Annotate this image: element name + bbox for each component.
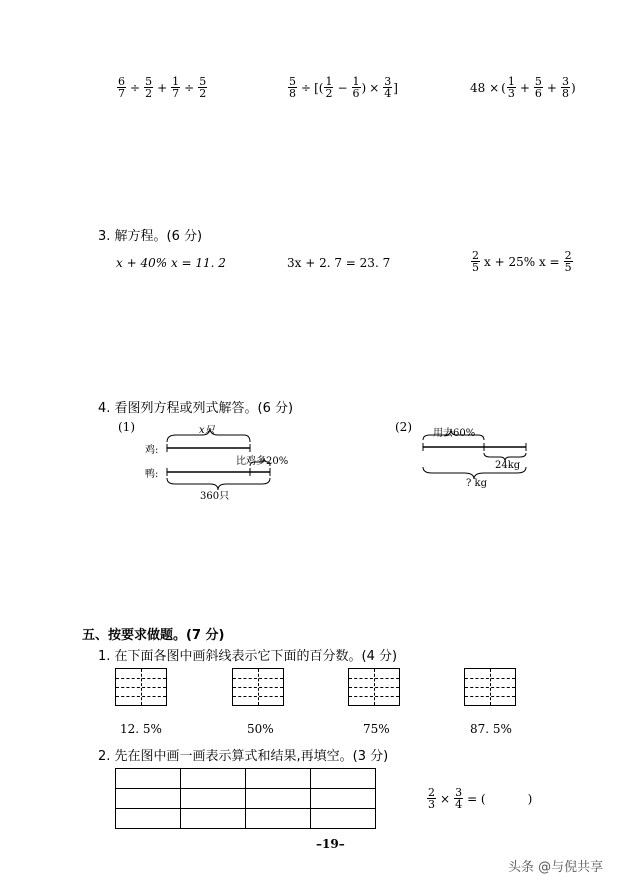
percent-grid-3[interactable] — [348, 668, 400, 706]
page-number: –19– — [316, 837, 345, 851]
rest-label: 24kg — [495, 460, 521, 471]
calc-expr-3: 48 × ( $\frac{1}{3}$ + $\frac{5}{6}$ + $\frac{3}{8}$ ) — [470, 75, 576, 100]
fraction: $\frac{2}{3}$ — [428, 786, 435, 811]
multiply-expression: $\frac{2}{3}$ × $\frac{3}{4}$ = ( ) — [428, 786, 533, 811]
drawing-grid[interactable] — [115, 768, 376, 829]
q4-part2-label: (2) — [395, 420, 412, 434]
calc-expr-2: $\frac{5}{8}$ ÷ [ ( $\frac{1}{2}$ − $\frac{1}{6}$ ) × $\frac{3}{4}$ ] — [289, 75, 398, 100]
percent-grid-2[interactable] — [232, 668, 284, 706]
percent-label-2: 50% — [247, 722, 274, 736]
q4-part1-label: (1) — [118, 420, 135, 434]
equation-1: x + 40% x = 11. 2 — [116, 256, 226, 270]
section5-q2-title: 2. 先在图中画一画表示算式和结果,再填空。(3 分) — [98, 749, 389, 764]
watermark: 头条 @与倪共享 — [508, 860, 604, 875]
fraction: $\frac{2}{5}$ — [472, 249, 479, 274]
section5-title: 五、按要求做题。(7 分) — [82, 628, 225, 643]
chicken-row-label: 鸡: — [145, 445, 159, 456]
fraction: $\frac{3}{4}$ — [384, 75, 392, 100]
fraction: $\frac{3}{8}$ — [561, 75, 569, 100]
duck-row-label: 鸭: — [145, 469, 159, 480]
used-label: 用去60% — [433, 428, 476, 439]
percent-label-4: 87. 5% — [470, 722, 512, 736]
section5-q1-title: 1. 在下面各图中画斜线表示它下面的百分数。(4 分) — [98, 649, 398, 664]
percent-grid-4[interactable] — [464, 668, 516, 706]
more-than-label: 比鸡多20% — [236, 456, 289, 467]
q4-title: 4. 看图列方程或列式解答。(6 分) — [98, 401, 294, 416]
fraction: $\frac{5}{6}$ — [534, 75, 542, 100]
total-label: 360只 — [200, 491, 230, 502]
x-label: x只 — [199, 425, 215, 436]
equation-2: 3x + 2. 7 = 23. 7 — [287, 256, 391, 270]
fraction: $\frac{5}{8}$ — [289, 75, 296, 100]
fraction: $\frac{3}{4}$ — [455, 786, 463, 811]
percent-label-3: 75% — [363, 722, 390, 736]
fraction: $\frac{5}{2}$ — [199, 75, 207, 100]
calc-expr-1: $\frac{6}{7}$ ÷ $\frac{5}{2}$ + $\frac{1}{7}$ ÷ $\frac{5}{2}$ — [118, 75, 207, 100]
fraction: $\frac{5}{2}$ — [145, 75, 153, 100]
percent-label-1: 12. 5% — [120, 722, 162, 736]
q3-title: 3. 解方程。(6 分) — [98, 229, 203, 244]
percent-grid-1[interactable] — [115, 668, 167, 706]
equation-3: $\frac{2}{5}$ x + 25% x = $\frac{2}{5}$ — [472, 249, 572, 274]
fraction: $\frac{6}{7}$ — [118, 75, 125, 100]
fraction: $\frac{2}{5}$ — [564, 249, 572, 274]
fraction: $\frac{1}{3}$ — [507, 75, 515, 100]
unknown-total-label: ? kg — [466, 478, 488, 489]
fraction: $\frac{1}{7}$ — [172, 75, 180, 100]
fraction: $\frac{1}{6}$ — [352, 75, 360, 100]
fraction: $\frac{1}{2}$ — [325, 75, 333, 100]
